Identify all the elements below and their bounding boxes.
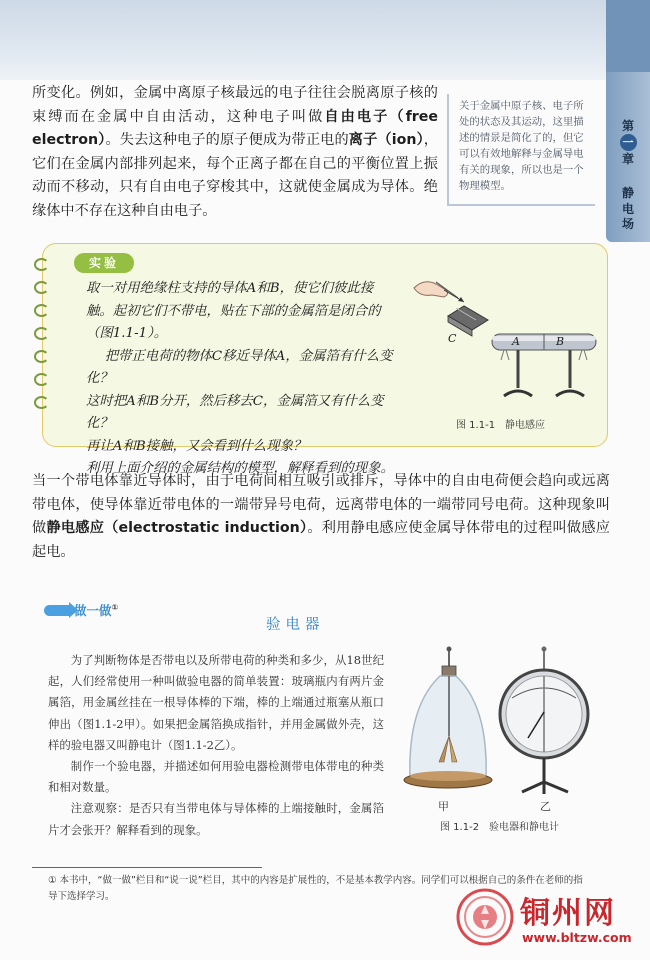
induction-figure [408,270,606,410]
chapter-prefix: 第 [621,119,634,133]
ring [34,304,49,317]
term-free-electron: 自由电子（free electron） [32,108,438,148]
experiment-line: 把带正电荷的物体C移近导体A，金属箔有什么变化？ [86,348,393,386]
zuo-yi-zuo-label: 做一做 [74,603,112,618]
electroscope-jar [404,647,492,789]
experiment-line: 再让A和B接触，又会看到什么现象？ [86,438,307,454]
intro-text-3: ，它们在金属内部排列起来，每个正离子都在自己的平衡位置上振动而不移动，只有自由电子穿梭其中，这就使金属成为导体。绝缘体中不存在这种自由电子。 [32,132,438,219]
ring [34,350,49,363]
footnote-mark: ① [111,602,119,612]
motion-arrowhead [458,297,464,302]
page-header-band [0,0,650,80]
hand-with-rod-icon [414,282,488,336]
ring [34,396,49,409]
label-a: A [512,335,520,348]
chapter-number: 一 [620,134,637,151]
zuo-yi-zuo-tag [44,601,144,621]
zuo-paragraph: 制作一个验电器，并描述如何用验电器检测带电体带电的种类和相对数量。 [48,759,384,795]
intro-text-2: 。失去这种电子的原子便成为带正电的 [105,132,349,148]
label-jia: 甲 [438,800,449,813]
section-title: 验电器 [266,617,325,633]
chapter-suffix: 章 [621,152,634,167]
arrow-icon [44,605,70,616]
induction-text-2: 。利用静电感应使金属导体带电的过程叫做感应起电。 [32,520,610,560]
electrometer-figure [498,646,602,798]
notebook-rings [34,258,50,418]
electroscope-figure [396,646,506,798]
induction-text-1: 当一个带电体靠近导体时，由于电荷间相互吸引或排斥，导体中的自由电荷便会趋向或远离带电体，使导体靠近带电体的一端带异号电荷，远离带电体的一端带同号电荷。这种现象叫做 [32,473,610,536]
label-b: B [556,335,565,348]
label-yi: 乙 [540,800,551,813]
intro-text-1: 所变化。例如，金属中离原子核最远的电子往往会脱离原子核的束缚而在金属中自由活动，这种电子叫做 [32,85,438,125]
ring [34,327,49,340]
ring [34,258,49,271]
conductor-ab [492,334,596,396]
intro-paragraph [32,82,438,223]
chapter-tab-top [606,0,650,72]
experiment-tag: 实验 [74,253,134,273]
zuo-paragraph: 为了判断物体是否带电以及所带电荷的种类和多少，从18世纪起，人们经常使用一种叫做验电器的简单装置：玻璃瓶内有两片金属箔，用金属丝挂在一根导体棒的下端，棒的上端通过瓶塞从瓶口伸出（图1.1-2甲）。如果把金属箔换成指针，并用金属做外壳，这样的验电器又叫静电计（图1.1-2乙）。 [48,653,384,752]
watermark-url: www.bltzw.com [522,930,632,945]
ring [34,281,49,294]
label-c: C [448,332,457,345]
zuo-paragraph: 注意观察：是否只有当带电体与导体棒的上端接触时，金属箔片才会张开？解释看到的现象。 [48,801,384,837]
zuo-yi-zuo-text [48,650,384,841]
chapter-number-label [614,118,642,167]
term-ion: 离子（ion） [348,132,424,148]
footnote: ① 本书中，“做一做”栏目和“说一说”栏目，其中的内容是扩展性的，不是基本教学内容。同学们可以根据自己的条件在老师的指导下选择学习。 [48,875,583,902]
watermark-name: 铜州网 [520,896,616,931]
experiment-line: 利用上面介绍的金属结构的模型，解释看到的现象。 [86,461,394,476]
experiment-line: 这时把A和B分开，然后移去C，金属箔又有什么变化？ [86,393,384,431]
watermark-seal-icon [456,888,514,946]
experiment-line: 取一对用绝缘柱支持的导体A和B，使它们彼此接触。起初它们不带电，贴在下部的金属箔是闭合的（图1.1-1）。 [86,281,381,341]
figure-2-caption: 图 1.1-2 验电器和静电计 [440,822,560,833]
ring [34,373,49,386]
margin-note: 关于金属中原子核、电子所处的状态及其运动，这里描述的情景是简化了的，但它可以有效地解释与金属导电有关的现象，所以也是一个物理模型。 [447,94,595,206]
footnote-rule [32,867,262,868]
electrometer [500,647,588,795]
term-electrostatic-induction: 静电感应（electrostatic induction） [46,520,308,536]
chapter-title: 静电场 [621,186,634,232]
induction-paragraph [32,470,610,564]
experiment-text [86,278,394,481]
figure-1-caption: 图 1.1-1 静电感应 [456,420,546,431]
